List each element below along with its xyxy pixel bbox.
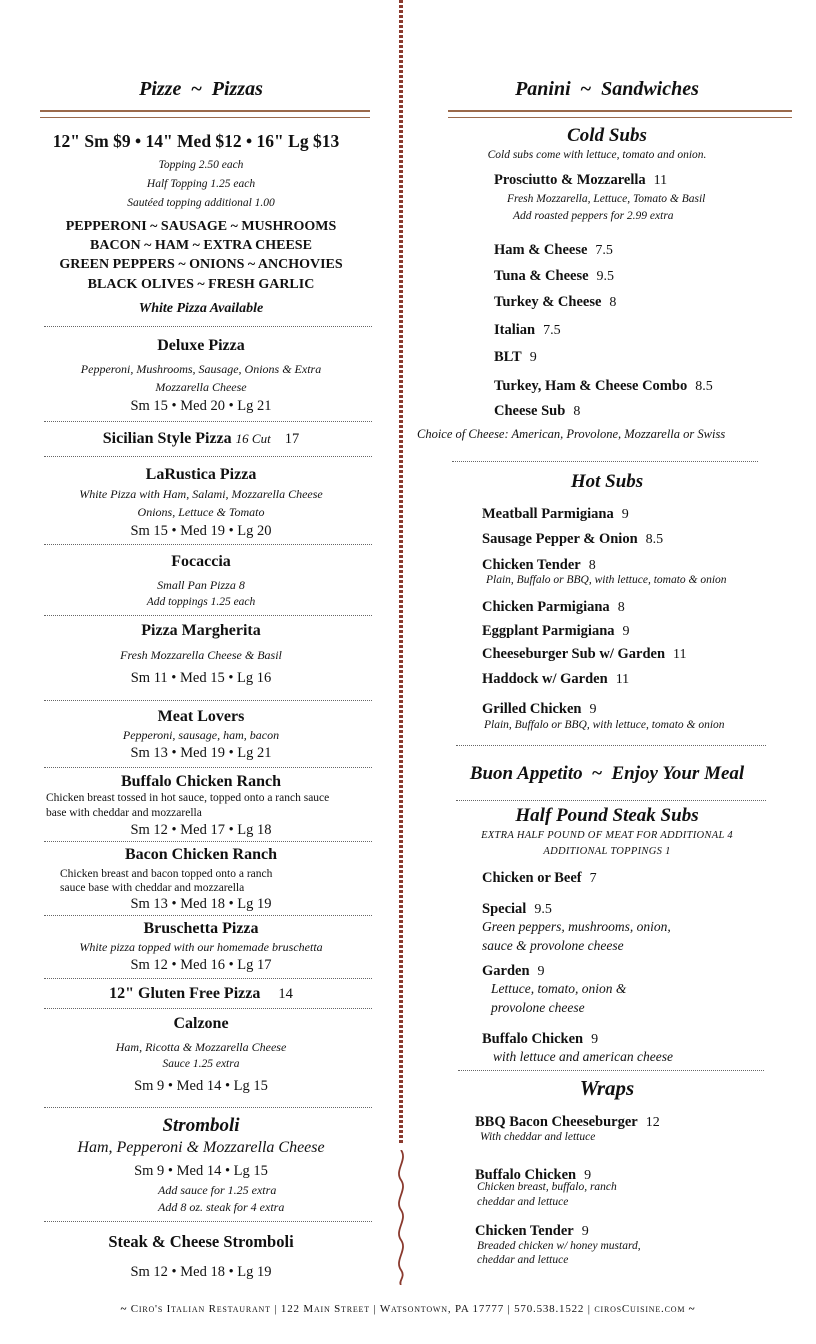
bacon-ranch-desc: Chicken breast and bacon topped onto a ranch [60,868,273,880]
gluten-free-line [26,985,376,1003]
footer [0,1303,816,1315]
header-rule [40,110,370,118]
sicilian-note: 16 Cut [235,431,271,446]
dotted-divider [44,1107,372,1108]
meat-lovers-prices: Sm 13 • Med 19 • Lg 21 [130,745,272,761]
menu-item [482,622,630,640]
menu-item [482,962,545,980]
menu-item [482,598,625,616]
toppings-row-4: BLACK OLIVES ~ FRESH GARLIC [87,277,315,292]
dotted-divider [44,456,372,457]
item-name: Cheeseburger Sub w/ Garden [482,646,666,662]
dotted-divider [44,915,372,916]
item-desc: cheddar and lettuce [477,1254,569,1266]
larustica-prices: Sm 15 • Med 19 • Lg 20 [130,523,272,539]
focaccia-desc: Small Pan Pizza 8 [157,578,245,592]
topping: FRESH GARLIC [208,277,315,292]
cheese-choice: Choice of Cheese: American, Provolone, Mozzarella or Swiss [417,427,726,441]
dotted-divider [452,461,758,462]
item-price: 11 [615,672,630,687]
item-desc: Breaded chicken w/ honey mustard, [477,1240,641,1252]
item-name: Chicken Parmigiana [482,599,610,615]
item-desc: Fresh Mozzarella, Lettuce, Tomato & Basil [507,193,706,205]
bacon-ranch-title: Bacon Chicken Ranch [124,846,278,863]
deluxe-title: Deluxe Pizza [157,337,245,354]
toppings-row-2: BACON ~ HAM ~ EXTRA CHEESE [90,238,312,253]
white-pizza-note: White Pizza Available [138,301,264,316]
calzone-desc: Ham, Ricotta & Mozzarella Cheese [115,1040,287,1054]
swirl-ornament-icon: ~ [575,78,597,100]
bacon-ranch-desc: sauce base with cheddar and mozzarella [60,882,245,894]
item-name: Buffalo Chicken [475,1167,577,1183]
margherita-desc: Fresh Mozzarella Cheese & Basil [120,648,282,662]
bruschetta-title: Bruschetta Pizza [143,920,259,937]
item-price: 8 [617,600,625,615]
item-price: 8.5 [645,532,664,547]
steak-note: ADDITIONAL TOPPINGS 1 [543,846,671,857]
stromboli-title: Stromboli [162,1115,240,1136]
steak-stromboli-title: Steak & Cheese Stromboli [108,1232,294,1251]
item-price: 9 [591,1032,599,1047]
footer-text: Ciro's Italian Restaurant | 122 Main Street | Watsontown, PA 17777 | 570.538.1522 | cirosCuisine.com [130,1303,686,1315]
calzone-sauce: Sauce 1.25 extra [162,1058,240,1070]
buffalo-ranch-desc: base with cheddar and mozzarella [46,807,202,819]
panini-header [412,78,802,101]
half-topping-note: Half Topping 1.25 each [146,178,256,190]
item-name: Meatball Parmigiana [482,506,614,522]
steak-stromboli-prices: Sm 12 • Med 18 • Lg 19 [130,1264,272,1280]
buon-appetito-banner [412,763,802,785]
dotted-divider [44,700,372,701]
sicilian-price: 17 [284,431,300,447]
topping: PEPPERONI [65,219,147,234]
menu-item [494,402,580,420]
gluten-free-price: 14 [278,986,293,1002]
item-price: 9.5 [596,269,615,284]
header-word-sandwiches: Sandwiches [601,78,699,100]
item-desc: with lettuce and american cheese [493,1049,673,1064]
larustica-title: LaRustica Pizza [145,466,257,483]
menu-item [482,900,552,918]
item-desc: Plain, Buffalo or BBQ, with lettuce, tomato & onion [486,574,727,586]
item-price: 9 [537,964,545,979]
item-name: Garden [482,963,530,979]
item-price: 8.5 [695,379,713,394]
item-price: 11 [673,647,687,662]
topping: BLACK OLIVES [87,277,194,292]
enjoy-meal-text: Enjoy Your Meal [611,763,745,784]
menu-item [494,171,667,189]
item-price: 9 [584,1168,592,1183]
deluxe-desc: Mozzarella Cheese [155,380,247,394]
menu-item [482,645,687,663]
item-name: Turkey, Ham & Cheese Combo [494,378,688,394]
menu-item [482,556,596,574]
item-price: 9 [589,702,597,717]
margherita-prices: Sm 11 • Med 15 • Lg 16 [130,670,272,686]
item-price: 8 [588,558,596,573]
item-name: Chicken or Beef [482,870,582,886]
item-name: Turkey & Cheese [494,294,602,310]
dotted-divider [44,767,372,768]
item-name: Buffalo Chicken [482,1031,584,1047]
menu-item [494,241,613,259]
topping: MUSHROOMS [241,219,337,234]
bacon-ranch-prices: Sm 13 • Med 18 • Lg 19 [130,896,272,912]
toppings-row-3: GREEN PEPPERS ~ ONIONS ~ ANCHOVIES [59,257,343,272]
steak-subs-title: Half Pound Steak Subs [515,805,699,826]
topping: HAM [154,238,190,253]
item-name: Chicken Tender [482,557,581,573]
hot-subs-title: Hot Subs [570,471,644,492]
dotted-divider [456,745,766,746]
item-desc: With cheddar and lettuce [480,1131,596,1143]
buffalo-ranch-prices: Sm 12 • Med 17 • Lg 18 [130,822,272,838]
dotted-divider [44,1008,372,1009]
item-price: 11 [653,173,668,188]
calzone-title: Calzone [173,1015,229,1032]
topping: ANCHOVIES [257,257,343,272]
item-name: BLT [494,349,522,365]
menu-item [494,321,561,339]
swirl-ornament-icon: ~ [186,78,207,100]
stromboli-steak-note: Add 8 oz. steak for 4 extra [158,1200,285,1214]
buffalo-ranch-title: Buffalo Chicken Ranch [120,773,282,790]
item-name: BBQ Bacon Cheeseburger [475,1114,638,1130]
swirl-ornament-icon: ~ [688,1303,696,1315]
topping: BACON [90,238,141,253]
dotted-divider [458,1070,764,1071]
header-word-panini: Panini [515,78,571,100]
item-name: Tuna & Cheese [494,268,589,284]
meat-lovers-title: Meat Lovers [157,708,245,725]
item-name: Chicken Tender [475,1223,574,1239]
item-desc: sauce & provolone cheese [482,938,624,953]
menu-item [482,505,629,523]
item-name: Grilled Chicken [482,701,582,717]
calzone-prices: Sm 9 • Med 14 • Lg 15 [134,1078,268,1094]
dotted-divider [44,326,372,327]
item-name: Cheese Sub [494,403,566,419]
item-desc: cheddar and lettuce [477,1196,569,1208]
pizza-sizes: 12" Sm $9 • 14" Med $12 • 16" Lg $13 [52,131,340,151]
gluten-free-title: 12" Gluten Free Pizza [109,985,261,1002]
item-desc: Add roasted peppers for 2.99 extra [513,210,674,222]
item-price: 7.5 [543,323,561,338]
item-name: Special [482,901,527,917]
item-price: 9.5 [534,902,552,917]
header-word-pizze: Pizze [139,78,182,100]
menu-item [475,1113,660,1131]
item-desc: Green peppers, mushrooms, onion, [482,919,671,934]
stromboli-sauce-note: Add sauce for 1.25 extra [158,1183,277,1197]
menu-item [482,670,629,688]
menu-item [494,267,614,285]
item-price: 8 [573,404,581,419]
cold-subs-title: Cold Subs [567,125,647,146]
menu-item [494,377,713,395]
dotted-divider [44,544,372,545]
item-price: 9 [581,1224,589,1239]
deluxe-prices: Sm 15 • Med 20 • Lg 21 [130,398,272,414]
sicilian-title: Sicilian Style Pizza [102,430,232,447]
menu-item [475,1222,589,1240]
swirl-ornament-icon: ~ [120,1303,131,1315]
bruschetta-prices: Sm 12 • Med 16 • Lg 17 [130,957,272,973]
menu-item [482,700,597,718]
stromboli-desc: Ham, Pepperoni & Mozzarella Cheese [77,1139,325,1156]
menu-item [482,530,663,548]
chain-divider-icon [399,0,403,1145]
item-name: Prosciutto & Mozzarella [494,172,646,188]
topping-note: Topping 2.50 each [158,159,244,171]
item-price: 7.5 [595,243,613,258]
margherita-title: Pizza Margherita [141,622,261,639]
bruschetta-desc: White pizza topped with our homemade bruschetta [79,940,323,954]
header-rule [448,110,792,118]
menu-item [482,1030,598,1048]
wraps-title: Wraps [579,1076,635,1100]
dotted-divider [44,978,372,979]
topping: GREEN PEPPERS [59,257,175,272]
sicilian-line [26,430,376,448]
dotted-divider [44,841,372,842]
item-price: 8 [609,295,617,310]
item-price: 7 [589,871,597,886]
item-desc: Lettuce, tomato, onion & [491,981,627,996]
item-name: Italian [494,322,536,338]
dotted-divider [44,421,372,422]
menu-item [494,293,616,311]
item-price: 12 [645,1115,660,1130]
meat-lovers-desc: Pepperoni, sausage, ham, bacon [122,728,280,742]
item-name: Ham & Cheese [494,242,588,258]
item-price: 9 [529,350,537,365]
focaccia-title: Focaccia [171,553,231,570]
item-name: Haddock w/ Garden [482,671,608,687]
dotted-divider [456,800,766,801]
buon-appetito-text: Buon Appetito [469,763,583,784]
item-price: 9 [621,507,629,522]
header-word-pizzas: Pizzas [211,78,263,100]
larustica-desc: Onions, Lettuce & Tomato [137,505,265,519]
item-desc: Plain, Buffalo or BBQ, with lettuce, tomato & onion [484,719,725,731]
cold-subs-note: Cold subs come with lettuce, tomato and onion. [487,149,707,161]
wavy-divider-icon [394,1150,408,1285]
deluxe-desc: Pepperoni, Mushrooms, Sausage, Onions & Extra [80,362,322,376]
focaccia-toppings: Add toppings 1.25 each [146,596,256,608]
topping: EXTRA CHEESE [203,238,312,253]
steak-note: EXTRA HALF POUND OF MEAT FOR ADDITIONAL 4 [481,830,733,841]
menu-item [494,348,537,366]
item-name: Sausage Pepper & Onion [482,531,638,547]
sauteed-topping-note: Sautéed topping additional 1.00 [127,197,275,209]
item-desc: provolone cheese [491,1000,585,1015]
dotted-divider [44,615,372,616]
item-price: 9 [622,624,630,639]
larustica-desc: White Pizza with Ham, Salami, Mozzarella Cheese [79,487,323,501]
pizza-header [26,78,376,101]
buffalo-ranch-desc: Chicken breast tossed in hot sauce, topped onto a ranch sauce [46,792,330,804]
dotted-divider [44,1221,372,1222]
item-desc: Chicken breast, buffalo, ranch [477,1181,617,1193]
item-name: Eggplant Parmigiana [482,623,615,639]
topping: SAUSAGE [160,219,228,234]
stromboli-prices: Sm 9 • Med 14 • Lg 15 [134,1163,268,1179]
topping: ONIONS [189,257,245,272]
menu-item [482,869,597,887]
toppings-row-1: PEPPERONI ~ SAUSAGE ~ MUSHROOMS [65,219,337,234]
swirl-ornament-icon: ~ [587,763,607,784]
